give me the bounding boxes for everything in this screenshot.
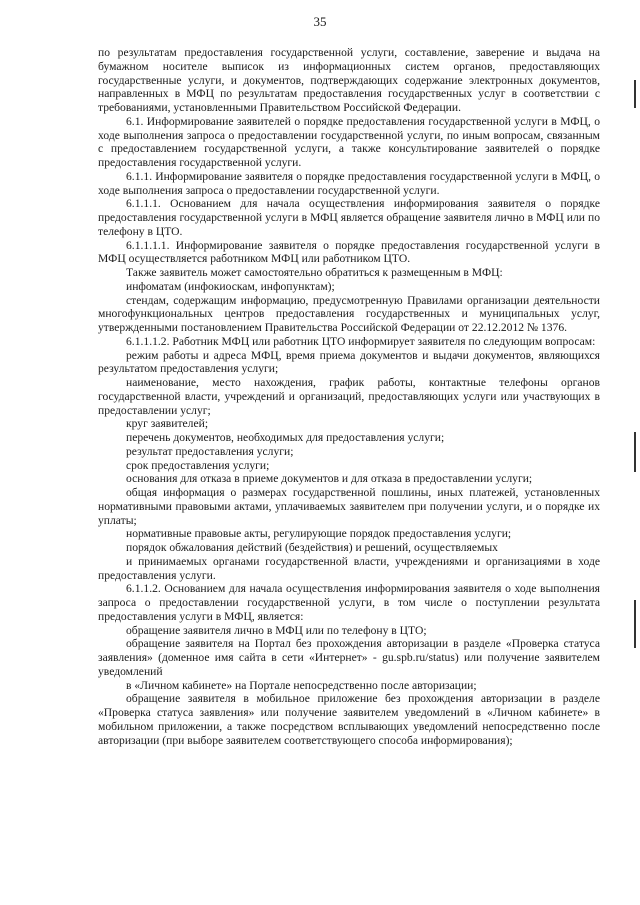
list-item: обращение заявителя на Портал без прохождения авторизации в разделе «Проверка статуса заявления» (доменное имя сайта в сети «Интернет» - gu.spb.ru/status) или получение заявителем уведомлений [98, 637, 600, 678]
paragraph: 6.1.1.1.2. Работник МФЦ или работник ЦТО информирует заявителя по следующим вопросам: [126, 334, 596, 348]
paragraph: по результатам предоставления государственной услуги, составление, заверение и выдача на бумажном носителе выписок из информационных систем органов, предоставляющих государственные услуги, и документов, подтверждающих содержание электронных документов, направленных в МФЦ по результатам предоставления государственных услуг в соответствии с требованиями, установленными Правительством Российской Федерации. [98, 46, 600, 114]
scan-edge-mark [634, 600, 636, 648]
list-item: перечень документов, необходимых для предоставления услуги; [126, 431, 445, 444]
scan-edge-mark [634, 80, 636, 108]
list-item: инфоматам (инфокиоскам, инфопунктам); [126, 279, 335, 293]
list-item: обращение заявителя в мобильное приложение без прохождения авторизации в разделе «Проверка статуса заявления» или получение заявителем уведомлений в «Личном кабинете» в мобильном приложении, а также посредством всплывающих уведомлений непосредственно после авторизации (при выборе заявителем соответствующего способа информирования); [98, 692, 600, 747]
paragraph: 6.1.1. Информирование заявителя о порядке предоставления государственной услуги в МФЦ, о ходе выполнения запроса о предоставлении государственной услуги. [98, 169, 600, 197]
list-item: круг заявителей; [126, 417, 209, 431]
paragraph: 6.1.1.1. Основанием для начала осуществления информирования заявителя о порядке предоставления государственной услуги в МФЦ является обращение заявителя лично в МФЦ или по телефону в ЦТО. [98, 197, 600, 238]
page-number: 35 [313, 14, 327, 29]
list-item: обращение заявителя лично в МФЦ или по телефону в ЦТО; [126, 623, 427, 637]
list-item: нормативные правовые акты, регулирующие порядок предоставления услуги; [126, 527, 512, 541]
scan-edge-mark [634, 432, 636, 472]
list-item: основания для отказа в приеме документов и для отказа в предоставлении услуги; [126, 472, 533, 486]
document-body [98, 46, 600, 747]
paragraph: Также заявитель может самостоятельно обратиться к размещенным в МФЦ: [126, 266, 503, 279]
list-item: режим работы и адреса МФЦ, время приема документов и выдачи документов, являющихся результатом предоставления услуги; [98, 348, 600, 376]
list-item: результат предоставления услуги; [126, 444, 294, 458]
list-item: в «Личном кабинете» на Портале непосредственно после авторизации; [126, 678, 477, 692]
list-item: порядок обжалования действий (бездействия) и решений, осуществляемых [126, 541, 498, 554]
list-item: общая информация о размерах государственной пошлины, иных платежей, установленных нормативными правовыми актами, уплачиваемых заявителем при получении услуги, и о порядке их уплаты; [98, 486, 600, 527]
paragraph: 6.1.1.2. Основанием для начала осуществления информирования заявителя о ходе выполнения запроса о предоставлении государственной услуги, в том числе о поступлении результата предоставления услуги в МФЦ, является: [98, 582, 600, 623]
list-item: стендам, содержащим информацию, предусмотренную Правилами организации деятельности многофункциональных центров предоставления государственных и муниципальных услуг, утвержденными постановлением Правительства Российской Федерации от 22.12.2012 № 1376. [98, 293, 600, 334]
paragraph: 6.1. Информирование заявителей о порядке предоставления государственной услуги в МФЦ, о ходе выполнения запроса о предоставлении государственной услуги, по иным вопросам, связанным с предоставлением государственной услуги, а также консультирование заявителей о порядке предоставления государственной услуги. [98, 114, 600, 169]
list-item: наименование, место нахождения, график работы, контактные телефоны органов государственной власти, учреждений и организаций, предоставляющих услуги или участвующих в предоставлении услуг; [98, 376, 600, 417]
list-item: и принимаемых органами государственной власти, учреждениями и организациями в ходе предоставления услуги. [98, 554, 600, 582]
paragraph: 6.1.1.1.1. Информирование заявителя о порядке предоставления государственной услуги в МФЦ осуществляется работником МФЦ или работником ЦТО. [98, 238, 600, 266]
list-item: срок предоставления услуги; [126, 458, 270, 472]
